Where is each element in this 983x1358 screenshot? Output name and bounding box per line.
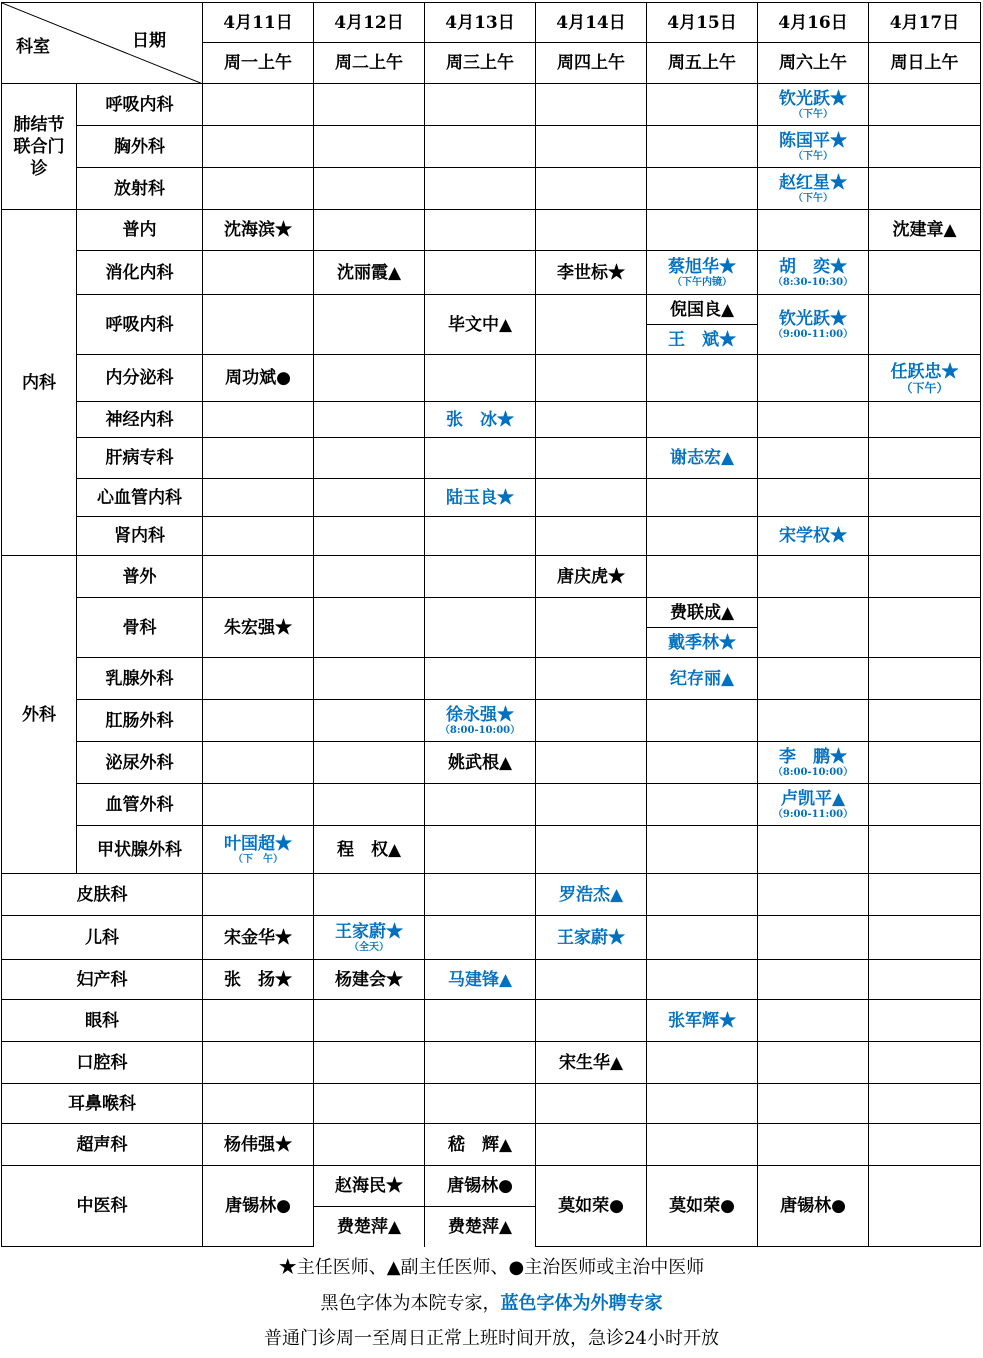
- doctor-cell: 毕文中▲: [425, 295, 536, 355]
- date-header: 4月11日: [203, 3, 314, 43]
- doctor-cell: 唐锡林●: [758, 1166, 869, 1247]
- doctor-cell: 王 斌★: [668, 329, 736, 350]
- dept-label: 甲状腺外科: [77, 826, 203, 874]
- dept-label: 心血管内科: [77, 479, 203, 517]
- schedule-table: [1, 2, 981, 1247]
- dept-label: 普外: [77, 556, 203, 598]
- doctor-cell: 张 冰★: [425, 402, 536, 438]
- date-header: 4月15日: [647, 3, 758, 43]
- dept-label: 神经内科: [77, 402, 203, 438]
- dept-label: 眼科: [2, 1000, 203, 1042]
- doctor-cell: 唐锡林●: [203, 1166, 314, 1247]
- doctor-cell: 朱宏强★: [203, 598, 314, 658]
- corner-dept-label: 科室: [16, 37, 50, 57]
- session-header: 周四上午: [536, 43, 647, 84]
- doctor-cell: 叶国超★ （下 午）: [203, 826, 314, 874]
- doctor-cell: 陈国平★ （下午）: [758, 126, 869, 168]
- dept-label: 口腔科: [2, 1042, 203, 1084]
- doctor-cell: 戴季林★: [668, 632, 736, 653]
- doctor-cell: 嵇 辉▲: [425, 1124, 536, 1166]
- doctor-cell: 马建锋▲: [425, 960, 536, 1000]
- dept-label: 妇产科: [2, 960, 203, 1000]
- dept-label: 肝病专科: [77, 438, 203, 479]
- dept-label: 血管外科: [77, 784, 203, 826]
- doctor-cell: 倪国良▲: [647, 295, 757, 325]
- group-lung-clinic: 肺结节联合门诊: [2, 84, 77, 210]
- doctor-cell: 唐庆虎★: [536, 556, 647, 598]
- doctor-cell: 钦光跃★ （下午）: [758, 84, 869, 126]
- doctor-cell: 赵红星★ （下午）: [758, 168, 869, 210]
- session-header: 周一上午: [203, 43, 314, 84]
- doctor-cell: 王家蔚★: [536, 916, 647, 960]
- session-header: 周六上午: [758, 43, 869, 84]
- dept-label: 呼吸内科: [77, 84, 203, 126]
- legend-external-note: 蓝色字体为外聘专家: [500, 1293, 663, 1314]
- session-header: 周二上午: [314, 43, 425, 84]
- dept-label: 消化内科: [77, 251, 203, 295]
- doctor-cell: 张 扬★: [203, 960, 314, 1000]
- doctor-cell: 卢凯平▲ （9:00-11:00）: [758, 784, 869, 826]
- dept-label: 乳腺外科: [77, 658, 203, 700]
- legend-hours: 普通门诊周一至周日正常上班时间开放，急诊24小时开放: [264, 1328, 719, 1349]
- session-header: 周五上午: [647, 43, 758, 84]
- doctor-cell: 费楚萍▲: [447, 1216, 513, 1237]
- dept-label: 泌尿外科: [77, 742, 203, 784]
- dept-label: 普内: [77, 210, 203, 251]
- doctor-cell: 宋生华▲: [536, 1042, 647, 1084]
- date-header: 4月14日: [536, 3, 647, 43]
- doctor-cell: 唐锡林●: [425, 1166, 535, 1207]
- doctor-cell: 谢志宏▲: [647, 438, 758, 479]
- legend-colors: [0, 1289, 983, 1315]
- doctor-cell: 姚武根▲: [425, 742, 536, 784]
- doctor-cell: 宋金华★: [203, 916, 314, 960]
- doctor-cell: 周功斌●: [203, 355, 314, 402]
- doctor-cell: 王家蔚★ （全天）: [314, 916, 425, 960]
- doctor-cell: 程 权▲: [314, 826, 425, 874]
- date-header: 4月13日: [425, 3, 536, 43]
- legend-internal-note: 黑色字体为本院专家，: [320, 1293, 501, 1314]
- doctor-cell-split: [647, 598, 758, 658]
- session-header: 周三上午: [425, 43, 536, 84]
- dept-label: 内分泌科: [77, 355, 203, 402]
- group-internal-medicine: 内科: [2, 210, 77, 556]
- corner-date-label: 日期: [132, 31, 166, 51]
- dept-label: 肾内科: [77, 517, 203, 556]
- doctor-cell: 李世标★: [536, 251, 647, 295]
- date-header: 4月16日: [758, 3, 869, 43]
- dept-label: 超声科: [2, 1124, 203, 1166]
- doctor-cell: 陆玉良★: [425, 479, 536, 517]
- dept-label: 耳鼻喉科: [2, 1084, 203, 1124]
- doctor-cell: 沈丽霞▲: [314, 251, 425, 295]
- doctor-cell: 胡 奕★ （8:30-10:30）: [758, 251, 869, 295]
- doctor-cell: 费联成▲: [647, 598, 757, 628]
- doctor-cell: 任跃忠★ （下午）: [869, 355, 981, 402]
- doctor-cell: 杨伟强★: [203, 1124, 314, 1166]
- dept-label: 儿科: [2, 916, 203, 960]
- doctor-cell: 宋学权★: [758, 517, 869, 556]
- doctor-cell-split: [314, 1166, 425, 1247]
- doctor-cell: 纪存丽▲: [647, 658, 758, 700]
- date-header: 4月12日: [314, 3, 425, 43]
- dept-label: 中医科: [2, 1166, 203, 1247]
- doctor-cell: 赵海民★: [314, 1166, 424, 1207]
- doctor-cell-split: [647, 295, 758, 355]
- dept-label: 放射科: [77, 168, 203, 210]
- dept-label: 胸外科: [77, 126, 203, 168]
- legend-symbols: ★主任医师、▲副主任医师、●主治医师或主治中医师: [278, 1257, 705, 1278]
- dept-label: 骨科: [77, 598, 203, 658]
- doctor-cell: 沈建章▲: [869, 210, 981, 251]
- dept-label: 皮肤科: [2, 874, 203, 916]
- date-header: 4月17日: [869, 3, 981, 43]
- doctor-cell: 罗浩杰▲: [536, 874, 647, 916]
- dept-label: 呼吸内科: [77, 295, 203, 355]
- doctor-cell: 费楚萍▲: [336, 1216, 402, 1237]
- group-surgery: 外科: [2, 556, 77, 874]
- doctor-cell: 莫如荣●: [536, 1166, 647, 1247]
- doctor-cell: 张军辉★: [647, 1000, 758, 1042]
- session-header: 周日上午: [869, 43, 981, 84]
- doctor-cell: 沈海滨★: [203, 210, 314, 251]
- doctor-cell-split: [425, 1166, 536, 1247]
- doctor-cell: 钦光跃★ （9:00-11:00）: [758, 295, 869, 355]
- doctor-cell: 莫如荣●: [647, 1166, 758, 1247]
- doctor-cell: 李 鹏★ （8:00-10:00）: [758, 742, 869, 784]
- dept-label: 肛肠外科: [77, 700, 203, 742]
- corner-header: [2, 3, 203, 84]
- doctor-cell: 杨建会★: [314, 960, 425, 1000]
- doctor-cell: 徐永强★ （8:00-10:00）: [425, 700, 536, 742]
- doctor-cell: 蔡旭华★ （下午内镜）: [647, 251, 758, 295]
